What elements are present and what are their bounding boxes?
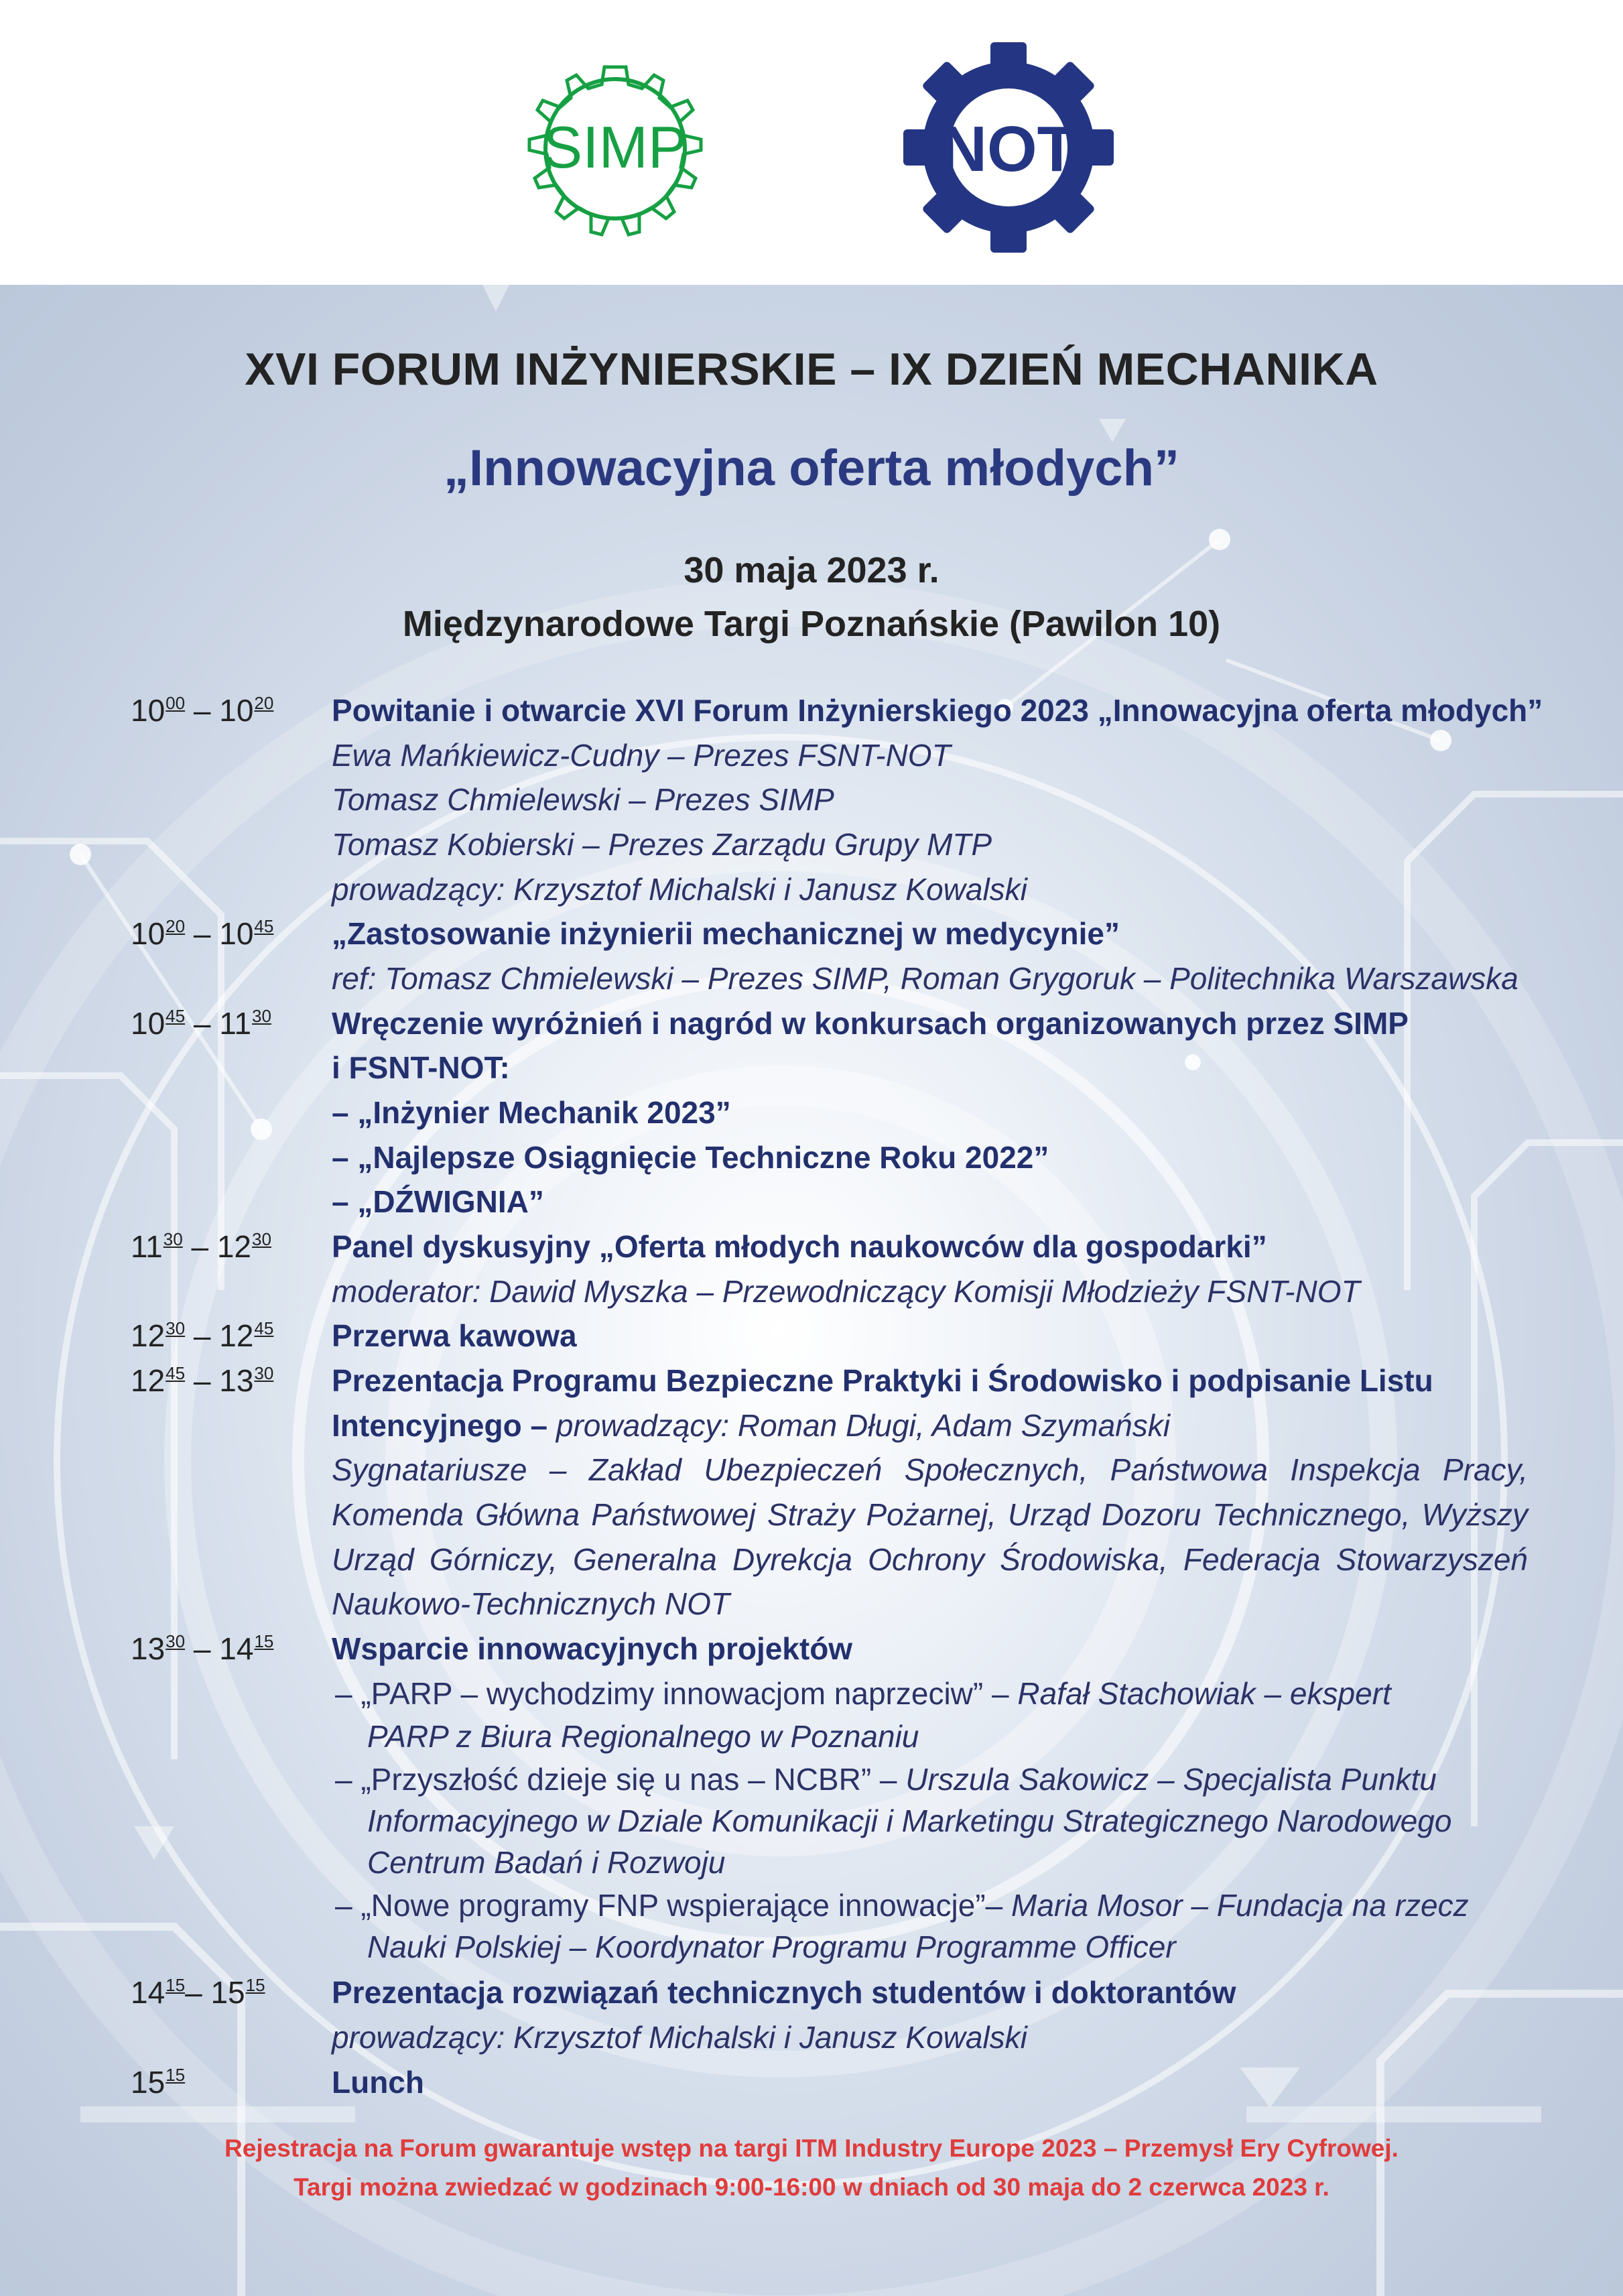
event-title: XVI FORUM INŻYNIERSKIE – IX DZIEŃ MECHANIKA — [245, 344, 1378, 395]
signatories-line: Komenda Główna Państwowej Straży Pożarnej, Urząd Dozoru Technicznego, Wyższy — [332, 1497, 1528, 1532]
simp-logo-text: SIMP — [543, 114, 688, 180]
session-detail: prowadzący: Krzysztof Michalski i Janusz Kowalski — [332, 2020, 1027, 2055]
session-detail: Tomasz Chmielewski – Prezes SIMP — [332, 782, 834, 817]
session-time: $11^{30} - 12^{30}$ — [131, 1229, 271, 1264]
session-detail: moderator: Dawid Myszka – Przewodniczący Komisji Młodzieży FSNT-NOT — [332, 1274, 1360, 1309]
project-speaker: Maria Mosor – Fundacja na rzecz — [1011, 1888, 1469, 1923]
project-name: – „PARP – wychodzimy innowacjom naprzeciw” – — [335, 1676, 1018, 1711]
event-venue: Międzynarodowe Targi Poznańskie (Pawilon 10) — [402, 604, 1221, 644]
project-item — [335, 1887, 1469, 1923]
project-name: – „Przyszłość dzieje się u nas – NCBR” – — [335, 1762, 906, 1797]
session-title: Przerwa kawowa — [332, 1318, 577, 1353]
award-item: – „Najlepsze Osiągnięcie Techniczne Roku 2022” — [332, 1140, 1049, 1175]
session-title: Prezentacja rozwiązań technicznych studentów i doktorantów — [332, 1975, 1236, 2010]
award-item: – „Inżynier Mechanik 2023” — [332, 1095, 731, 1130]
signatories-line: Sygnatariusze – Zakład Ubezpieczeń Społecznych, Państwowa Inspekcja Pracy, — [332, 1452, 1528, 1487]
header-band — [0, 0, 1623, 285]
session-title: „Zastosowanie inżynierii mechanicznej w medycynie” — [332, 916, 1120, 951]
session-title: Powitanie i otwarcie XVI Forum Inżynierskiego 2023 „Innowacyjna oferta młodych” — [332, 693, 1543, 728]
event-subtitle: „Innowacyjna oferta młodych” — [444, 440, 1179, 497]
simp-logo — [508, 42, 722, 256]
session-time: $15^{15}$ — [131, 2065, 186, 2100]
session-detail: Tomasz Kobierski – Prezes Zarządu Grupy MTP — [332, 827, 992, 862]
project-item — [335, 1761, 1437, 1797]
signatories-line: Naukowo-Technicznych NOT — [332, 1586, 730, 1621]
session-time: $10^{00} - 10^{20}$ — [131, 693, 274, 728]
session-title-continued: i FSNT-NOT: — [332, 1050, 510, 1085]
session-time: $12^{45} - 13^{30}$ — [131, 1363, 274, 1398]
signatories-line: Urząd Górniczy, Generalna Dyrekcja Ochrony Środowiska, Federacja Stowarzyszeń — [332, 1542, 1528, 1577]
session-title: Lunch — [332, 2065, 424, 2100]
session-time: $10^{20} - 10^{45}$ — [131, 916, 274, 951]
award-item: – „DŹWIGNIA” — [332, 1184, 544, 1219]
session-title: Wręczenie wyróżnień i nagród w konkursach organizowanych przez SIMP — [332, 1006, 1409, 1041]
session-time: $10^{45} - 11^{30}$ — [131, 1006, 271, 1041]
session-detail: prowadzący: Krzysztof Michalski i Janusz Kowalski — [332, 872, 1027, 907]
project-speaker-continued: Nauki Polskiej – Koordynator Programu Programme Officer — [367, 1929, 1176, 1964]
event-date: 30 maja 2023 r. — [684, 550, 939, 590]
session-time: $13^{30} - 14^{15}$ — [131, 1631, 274, 1666]
session-time: $12^{30} - 12^{45}$ — [131, 1318, 274, 1353]
session-title-line — [332, 1407, 1170, 1444]
footer-hours-note: Targi można zwiedzać w godzinach 9:00-16:00 w dniach od 30 maja do 2 czerwca 2023 r. — [294, 2173, 1329, 2201]
title-separator: – — [521, 1408, 556, 1443]
session-host: prowadzący: Roman Długi, Adam Szymański — [556, 1408, 1170, 1443]
session-title: Panel dyskusyjny „Oferta młodych naukowców dla gospodarki” — [332, 1229, 1267, 1264]
project-speaker-continued: Centrum Badań i Rozwoju — [367, 1845, 726, 1880]
session-time: $14^{15}-$ $15^{15}$ — [131, 1975, 265, 2010]
session-detail: Ewa Mańkiewicz-Cudny – Prezes FSNT-NOT — [332, 738, 951, 773]
project-speaker: Urszula Sakowicz – Specjalista Punktu — [905, 1762, 1437, 1797]
session-title: Prezentacja Programu Bezpieczne Praktyki i Środowisko i podpisanie Listu — [332, 1363, 1433, 1398]
session-title: Wsparcie innowacyjnych projektów — [332, 1631, 853, 1666]
project-speaker-continued: Informacyjnego w Dziale Komunikacji i Marketingu Strategicznego Narodowego — [367, 1803, 1452, 1838]
not-logo — [898, 37, 1119, 258]
session-detail: ref: Tomasz Chmielewski – Prezes SIMP, Roman Grygoruk – Politechnika Warszawska — [332, 961, 1518, 996]
project-speaker-continued: PARP z Biura Regionalnego w Poznaniu — [367, 1719, 919, 1754]
project-item — [335, 1675, 1391, 1712]
project-name: – „Nowe programy FNP wspierające innowacje”– — [335, 1888, 1012, 1923]
not-logo-text: NOT — [940, 113, 1077, 185]
project-speaker: Rafał Stachowiak – ekspert — [1017, 1676, 1391, 1711]
session-title-continued: Intencyjnego — [332, 1408, 522, 1443]
footer-registration-note: Rejestracja na Forum gwarantuje wstęp na targi ITM Industry Europe 2023 – Przemysł Ery Cyfrowej. — [224, 2134, 1399, 2162]
